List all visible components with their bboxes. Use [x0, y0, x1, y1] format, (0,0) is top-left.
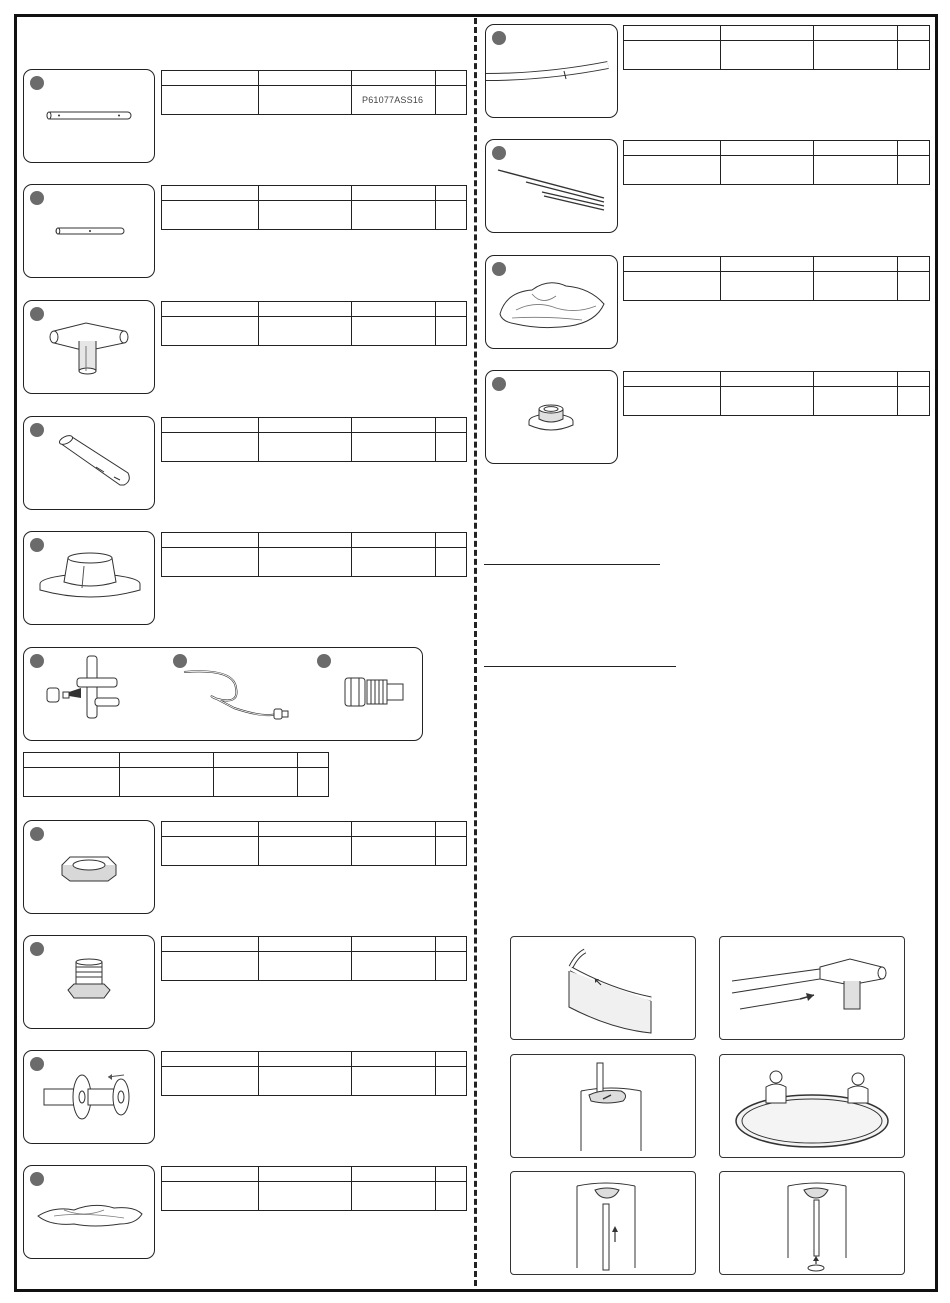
part-table	[161, 1166, 467, 1211]
part-card-u-support	[23, 416, 155, 510]
part-table	[161, 532, 467, 577]
step-insert-leg	[510, 1171, 696, 1275]
section-heading-underline	[484, 666, 676, 667]
part-card-leg-cap	[23, 531, 155, 625]
u-support-icon	[24, 417, 154, 509]
part-card-t-joint	[23, 300, 155, 394]
part-table	[161, 185, 467, 230]
connector-icon	[24, 936, 154, 1028]
t-joint-icon	[24, 301, 154, 393]
step-filled-pool	[719, 1054, 905, 1158]
insert-rail-icon	[511, 937, 695, 1039]
section-heading-underline	[484, 564, 660, 565]
rods-icon	[486, 140, 616, 232]
part-card-strainer	[23, 1050, 155, 1144]
part-table	[623, 140, 930, 185]
part-card-rods	[485, 139, 618, 233]
part-card-curved-rail	[485, 24, 618, 118]
column-divider	[474, 18, 477, 1286]
fit-top-joint-icon	[511, 1055, 695, 1157]
part-table	[161, 936, 467, 981]
hose-adapter-icon	[329, 648, 419, 740]
part-table	[161, 70, 467, 115]
hex-nut-icon	[24, 821, 154, 913]
short-pole-icon	[24, 70, 154, 162]
curved-rail-icon	[486, 25, 616, 117]
part-card-ground-cloth	[485, 255, 618, 349]
part-card-pole	[23, 184, 155, 278]
strainer-icon	[24, 1051, 154, 1143]
step-attach-t-joint	[719, 936, 905, 1040]
drain-ring-icon	[486, 371, 616, 463]
accessory-table	[23, 752, 329, 797]
liner-icon	[24, 1166, 154, 1258]
part-table	[623, 256, 930, 301]
ground-cloth-icon	[486, 256, 616, 348]
part-card-short-pole	[23, 69, 155, 163]
attach-t-joint-icon	[720, 937, 904, 1039]
leg-cap-icon	[24, 532, 154, 624]
pole-icon	[24, 185, 154, 277]
part-table	[623, 25, 930, 70]
part-table	[161, 417, 467, 462]
insert-leg-icon	[511, 1172, 695, 1274]
part-card-hex-nut	[23, 820, 155, 914]
fit-leg-cap-icon	[720, 1172, 904, 1274]
part-card-connector	[23, 935, 155, 1029]
part-table	[623, 371, 930, 416]
part-card-drain-ring	[485, 370, 618, 464]
part-table	[161, 301, 467, 346]
accessory-kit-card	[23, 647, 423, 741]
step-fit-top-joint	[510, 1054, 696, 1158]
step-fit-leg-cap	[719, 1171, 905, 1275]
part-code: P61077ASS16	[362, 95, 424, 105]
part-table	[161, 821, 467, 866]
hose-icon	[174, 648, 294, 740]
part-card-liner	[23, 1165, 155, 1259]
valve-assembly-icon	[39, 648, 149, 740]
part-table	[161, 1051, 467, 1096]
filled-pool-icon	[720, 1055, 904, 1157]
step-insert-rail	[510, 936, 696, 1040]
